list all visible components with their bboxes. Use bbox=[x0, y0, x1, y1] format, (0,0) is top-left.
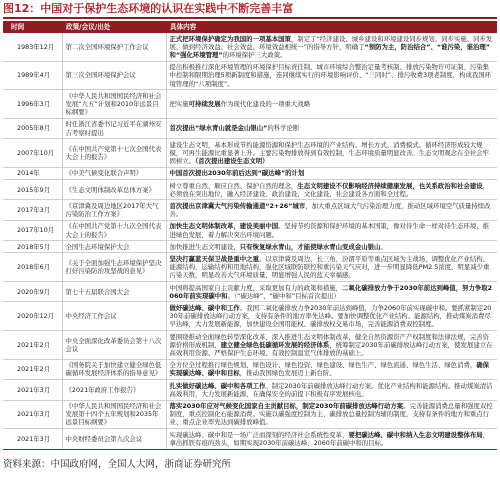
content-cell bbox=[166, 118, 497, 138]
content-cell bbox=[166, 253, 497, 282]
time-cell: 2017年3月 bbox=[3, 200, 62, 220]
source-cell: 《京津冀及周边地区2017年大气污染防治工作方案》 bbox=[62, 200, 166, 220]
content-emphasis: 二氧化碳排放力争于2030年前达到峰值，努力争取2060年前实现碳中和 bbox=[169, 283, 493, 300]
content-text: 的环境保护三大政策。 bbox=[222, 50, 287, 59]
content-text: 。坚持节约资源和保护环境的基本国策，像对待生命一样对待生态环境，推进绿色发展，着力解决突出环境问题。 bbox=[169, 222, 490, 239]
content-cell bbox=[166, 61, 497, 90]
table-row bbox=[3, 90, 497, 119]
header-time: 时间 bbox=[3, 21, 62, 33]
content-text: 加快推进生态文明建设， bbox=[169, 242, 240, 251]
table-row bbox=[3, 380, 497, 400]
time-cell: 1996年3月 bbox=[3, 90, 62, 119]
source-cell: 《生态文明体制改革总体方案》 bbox=[62, 180, 166, 200]
source-cell: 时任浙江省委书记习近平在湖州安吉考察时提出 bbox=[62, 118, 166, 138]
title-rule bbox=[3, 17, 497, 19]
time-cell: 1983年12月 bbox=[3, 33, 62, 61]
table-header bbox=[3, 21, 497, 33]
content-text: 要围绕推动全面绿色转型深化改革，深入推进生态文明体制改革，健全自然资源资产产权制度和法律法规，完善资源价格形成机制， bbox=[169, 332, 490, 349]
source-cell: 《在中国共产党第十九次全国代表大会上的报告》 bbox=[62, 220, 166, 240]
time-cell: 2005年8月 bbox=[3, 118, 62, 138]
table-row bbox=[3, 359, 497, 379]
source-cell: 中央财经委员会第九次会议 bbox=[62, 429, 166, 449]
content-text: ，拿出抓铁有痕的劲头，如期实现2030年前碳达峰、2060年前碳中和的目标。 bbox=[169, 430, 490, 447]
header-content: 具体内容 bbox=[166, 21, 497, 33]
table-row bbox=[3, 180, 497, 200]
table-row bbox=[3, 331, 497, 360]
header-source: 政策/会议/出处 bbox=[62, 21, 166, 33]
content-cell bbox=[166, 282, 497, 302]
content-emphasis: 确保实现碳达峰、碳中和目标 bbox=[169, 361, 490, 378]
content-text: ，推动我国绿色发展迈上新台阶。 bbox=[239, 369, 336, 378]
content-emphasis: 生态文明建设不仅影响经济持续健康发展，也关系政治和社会建设 bbox=[297, 181, 483, 190]
content-emphasis: 正式把环境保护确定为我国的一项基本国策 bbox=[169, 34, 291, 43]
table-row bbox=[3, 220, 497, 240]
content-cell bbox=[166, 200, 497, 220]
content-cell bbox=[166, 180, 497, 200]
content-text: 作为现代化建设的一项重大战略 bbox=[220, 99, 311, 108]
source-cell: 《在中国共产党第十七次全国代表大会上的报告》 bbox=[62, 139, 166, 168]
source-note: 资料来源：中国政府网，全国人大网，浙商证券研究所 bbox=[3, 458, 232, 470]
content-text: 建设生态文明，基本形成节约能源资源和保护生态环境的产业结构、增长方式、消费模式。循环经济形成较大规模，可再生能源比重显著上升。主要污染物排放得到有效控制，生态环境质量明显改善。生态文明观念在全社会牢固树立。 bbox=[169, 140, 490, 166]
source-cell: 《中华人民共和国国民经济和社会发展第十四个五年规划和2035年远景目标纲要》 bbox=[62, 400, 166, 429]
content-emphasis: 中国首次提出2030年前后达到“碳达峰”的计划 bbox=[169, 169, 305, 178]
content-emphasis: 首次提出京津冀大气污染传输通道“2+26”城市 bbox=[169, 201, 306, 210]
content-emphasis: （首次提出建设生态文明） bbox=[195, 157, 269, 166]
table-row bbox=[3, 429, 497, 449]
table-row bbox=[3, 61, 497, 90]
time-cell: 2015年9月 bbox=[3, 180, 62, 200]
source-cell: 全国生态环境保护大会 bbox=[62, 241, 166, 253]
content-cell bbox=[166, 380, 497, 400]
time-cell: 2021年3月 bbox=[3, 429, 62, 449]
time-cell: 2017年10月 bbox=[3, 220, 62, 240]
content-cell bbox=[166, 359, 497, 379]
content-text: ，必须放在突出地位，融入经济建设、政治建设、文化建设、社会建设各方面和全过程。 bbox=[169, 181, 490, 198]
content-text: 中国将提高国家自主贡献力度，采取更加有力的政策和措施， bbox=[169, 283, 343, 292]
header-row bbox=[3, 21, 497, 33]
table-row bbox=[3, 302, 497, 331]
table-body bbox=[3, 33, 497, 449]
content-emphasis: 做好碳达峰、碳中和工作 bbox=[169, 303, 240, 312]
source-cell: 中央全面深化改革委员会第十八次会议 bbox=[62, 331, 166, 360]
source-cell: 第三次全国环境保护会议 bbox=[62, 61, 166, 90]
content-emphasis: 扎实做好碳达峰、碳中和各项工作 bbox=[169, 381, 266, 390]
content-text: ，加大重点区域大气污染治理力度，推动区域环境空气质量持续改善。 bbox=[169, 201, 491, 219]
source-cell: 《国务院关于加快建立健全绿色低碳循环发展经济体系的指导意见》 bbox=[62, 359, 166, 379]
content-text: 。（“碳达峰”、“碳中和”目标首次提出） bbox=[227, 291, 340, 300]
content-emphasis: 落实2030年应对气候变化国家自主贡献目标，制定2030年前碳排放达峰行动方案 bbox=[169, 402, 404, 411]
source-cell: 第二次全国环境保护工作会议 bbox=[62, 33, 166, 61]
content-text: 。我国二氧化碳排放力争2030年前达到峰值，力争2060年前实现碳中和。要抓紧制定2030年前碳排放达峰行动方案，支持有条件的地方率先达峰。要加快调整优化产业结构、能源结构，推动煤炭消费尽早达峰，大力发展新能源，加快建设全国用能权、碳排放权交易市场，完善能源消费双控制度。 bbox=[169, 303, 492, 329]
table-row bbox=[3, 139, 497, 168]
time-cell: 2021年2月 bbox=[3, 331, 62, 360]
table-row bbox=[3, 118, 497, 138]
source-cell: 《中华人民共和国国民经济和社会发展“九五”计划和2010年远景目标纲要》 bbox=[62, 90, 166, 119]
time-cell: 2018年5月 bbox=[3, 241, 62, 253]
content-text: 。制定2030年前碳排放达峰行动方案。优化产业结构和能源结构。推动煤炭清洁高效利用，大力发展新能源，在确保安全的前提下积极有序发展核电。 bbox=[169, 381, 493, 398]
content-cell bbox=[166, 167, 497, 179]
content-cell bbox=[166, 331, 497, 360]
content-emphasis: 可持续发展 bbox=[188, 99, 221, 108]
time-cell: 2021年3月 bbox=[3, 400, 62, 429]
source-cell: 《关于全面加强生态环境保护坚决打好污染防治攻坚战的意见》 bbox=[62, 253, 166, 282]
time-cell: 2021年3月 bbox=[3, 380, 62, 400]
source-cell: 《中美气候变化联合声明》 bbox=[62, 167, 166, 179]
content-text: 把实施 bbox=[169, 99, 189, 108]
content-text: ，制定了“经济建设、城乡建设和环境建设同步规划、同步实施、同步发展，做到经济效益、社会效益、环境效益相统一”的指导方针，明确了 bbox=[169, 34, 493, 51]
time-cell: 2020年9月 bbox=[3, 282, 62, 302]
time-cell: 2020年12月 bbox=[3, 302, 62, 331]
policy-table bbox=[3, 21, 497, 450]
figure-title: 图12：中国对于保护生态环境的认识在实践中不断完善丰富 bbox=[3, 2, 294, 15]
table-row bbox=[3, 200, 497, 220]
table-row bbox=[3, 33, 497, 61]
content-emphasis: 加快生态文明体制改革，建设美丽中国 bbox=[169, 222, 279, 231]
table-row bbox=[3, 241, 497, 253]
table-row bbox=[3, 400, 497, 429]
content-emphasis: 坚决打赢蓝天保卫战是重中之重 bbox=[169, 254, 259, 263]
content-cell bbox=[166, 90, 497, 119]
content-text: 实现碳达峰、碳中和是一场广泛而深刻的经济社会系统性变革， bbox=[169, 430, 349, 439]
content-emphasis: 首次提出“绿水青山就是金山银山” bbox=[169, 124, 268, 133]
content-cell bbox=[166, 33, 497, 61]
table-row bbox=[3, 253, 497, 282]
source-cell: 第七十五届联合国大会 bbox=[62, 282, 166, 302]
content-cell bbox=[166, 139, 497, 168]
source-cell: 中央经济工作会议 bbox=[62, 302, 166, 331]
time-cell: 2018年6月 bbox=[3, 253, 62, 282]
time-cell: 2007年10月 bbox=[3, 139, 62, 168]
content-emphasis: “预防为主，防治结合”、“谁污染，谁治理”和“强化环境管理” bbox=[169, 42, 490, 59]
content-text: 树立尊重自然、顺应自然、保护自然的理念， bbox=[169, 181, 298, 190]
content-cell bbox=[166, 220, 497, 240]
content-cell bbox=[166, 241, 497, 253]
content-text: 全方位全过程推行绿色规划、绿色设计、绿色投资、绿色建设、绿色生产、绿色流通、绿色生活、绿色消费， bbox=[169, 361, 477, 370]
time-cell: 1989年4月 bbox=[3, 61, 62, 90]
source-cell: 《2021年政府工作报告》 bbox=[62, 380, 166, 400]
time-cell: 2014年 bbox=[3, 167, 62, 179]
table-row bbox=[3, 167, 497, 179]
content-cell bbox=[166, 400, 497, 429]
time-cell: 2021年2月 bbox=[3, 359, 62, 379]
content-text: ，统筹制定2030年前碳排放达峰行动方案，使发展建立在高效利用资源、严格保护生态环境、有效控制温室气体排放的基础上。 bbox=[169, 340, 493, 357]
content-text: 。完善能源消费总量和强度双控制度，重点控制化石能源消费。实施以碳强度控制为主、碳排放总量控制为辅的制度，支持有条件的地方和重点行业、重点企业率先达到碳排放峰值。 bbox=[169, 402, 493, 427]
content-cell bbox=[166, 302, 497, 331]
content-text: 。以京津冀及周边、长三角、汾渭平原等重点区域为主战场，调整优化产业结构、能源结构、运输结构和用地结构，强化区域联防联控和重污染天气应对，进一步明显降低PM2.5浓度，明显减少重污染天数，明显改善大气环境质量，明显增强人民的蓝天幸福感。 bbox=[169, 254, 490, 280]
content-emphasis: 建立健全绿色低碳循环发展的经济体系 bbox=[220, 340, 330, 349]
content-text: 提出积极推行深化环境管理的环境保护目标责任制、城市环境综合整治定量考核制、排放污染物许可证制、污染集中控制和限期治理5项新制度和措施，连同继续实行的环境影响评价、“三同时”、排污收费3项老制度，构成我国环境管理的“八项制度”。 bbox=[169, 63, 492, 88]
content-emphasis: 要把碳达峰、碳中和纳入生态文明建设整体布局 bbox=[348, 430, 483, 439]
content-text: 的科学论断 bbox=[267, 124, 300, 133]
table-row bbox=[3, 282, 497, 302]
content-emphasis: 只有恢复绿水青山，才能使绿水青山变成金山银山 bbox=[239, 242, 381, 251]
content-text: 。 bbox=[380, 242, 387, 251]
content-cell bbox=[166, 429, 497, 449]
